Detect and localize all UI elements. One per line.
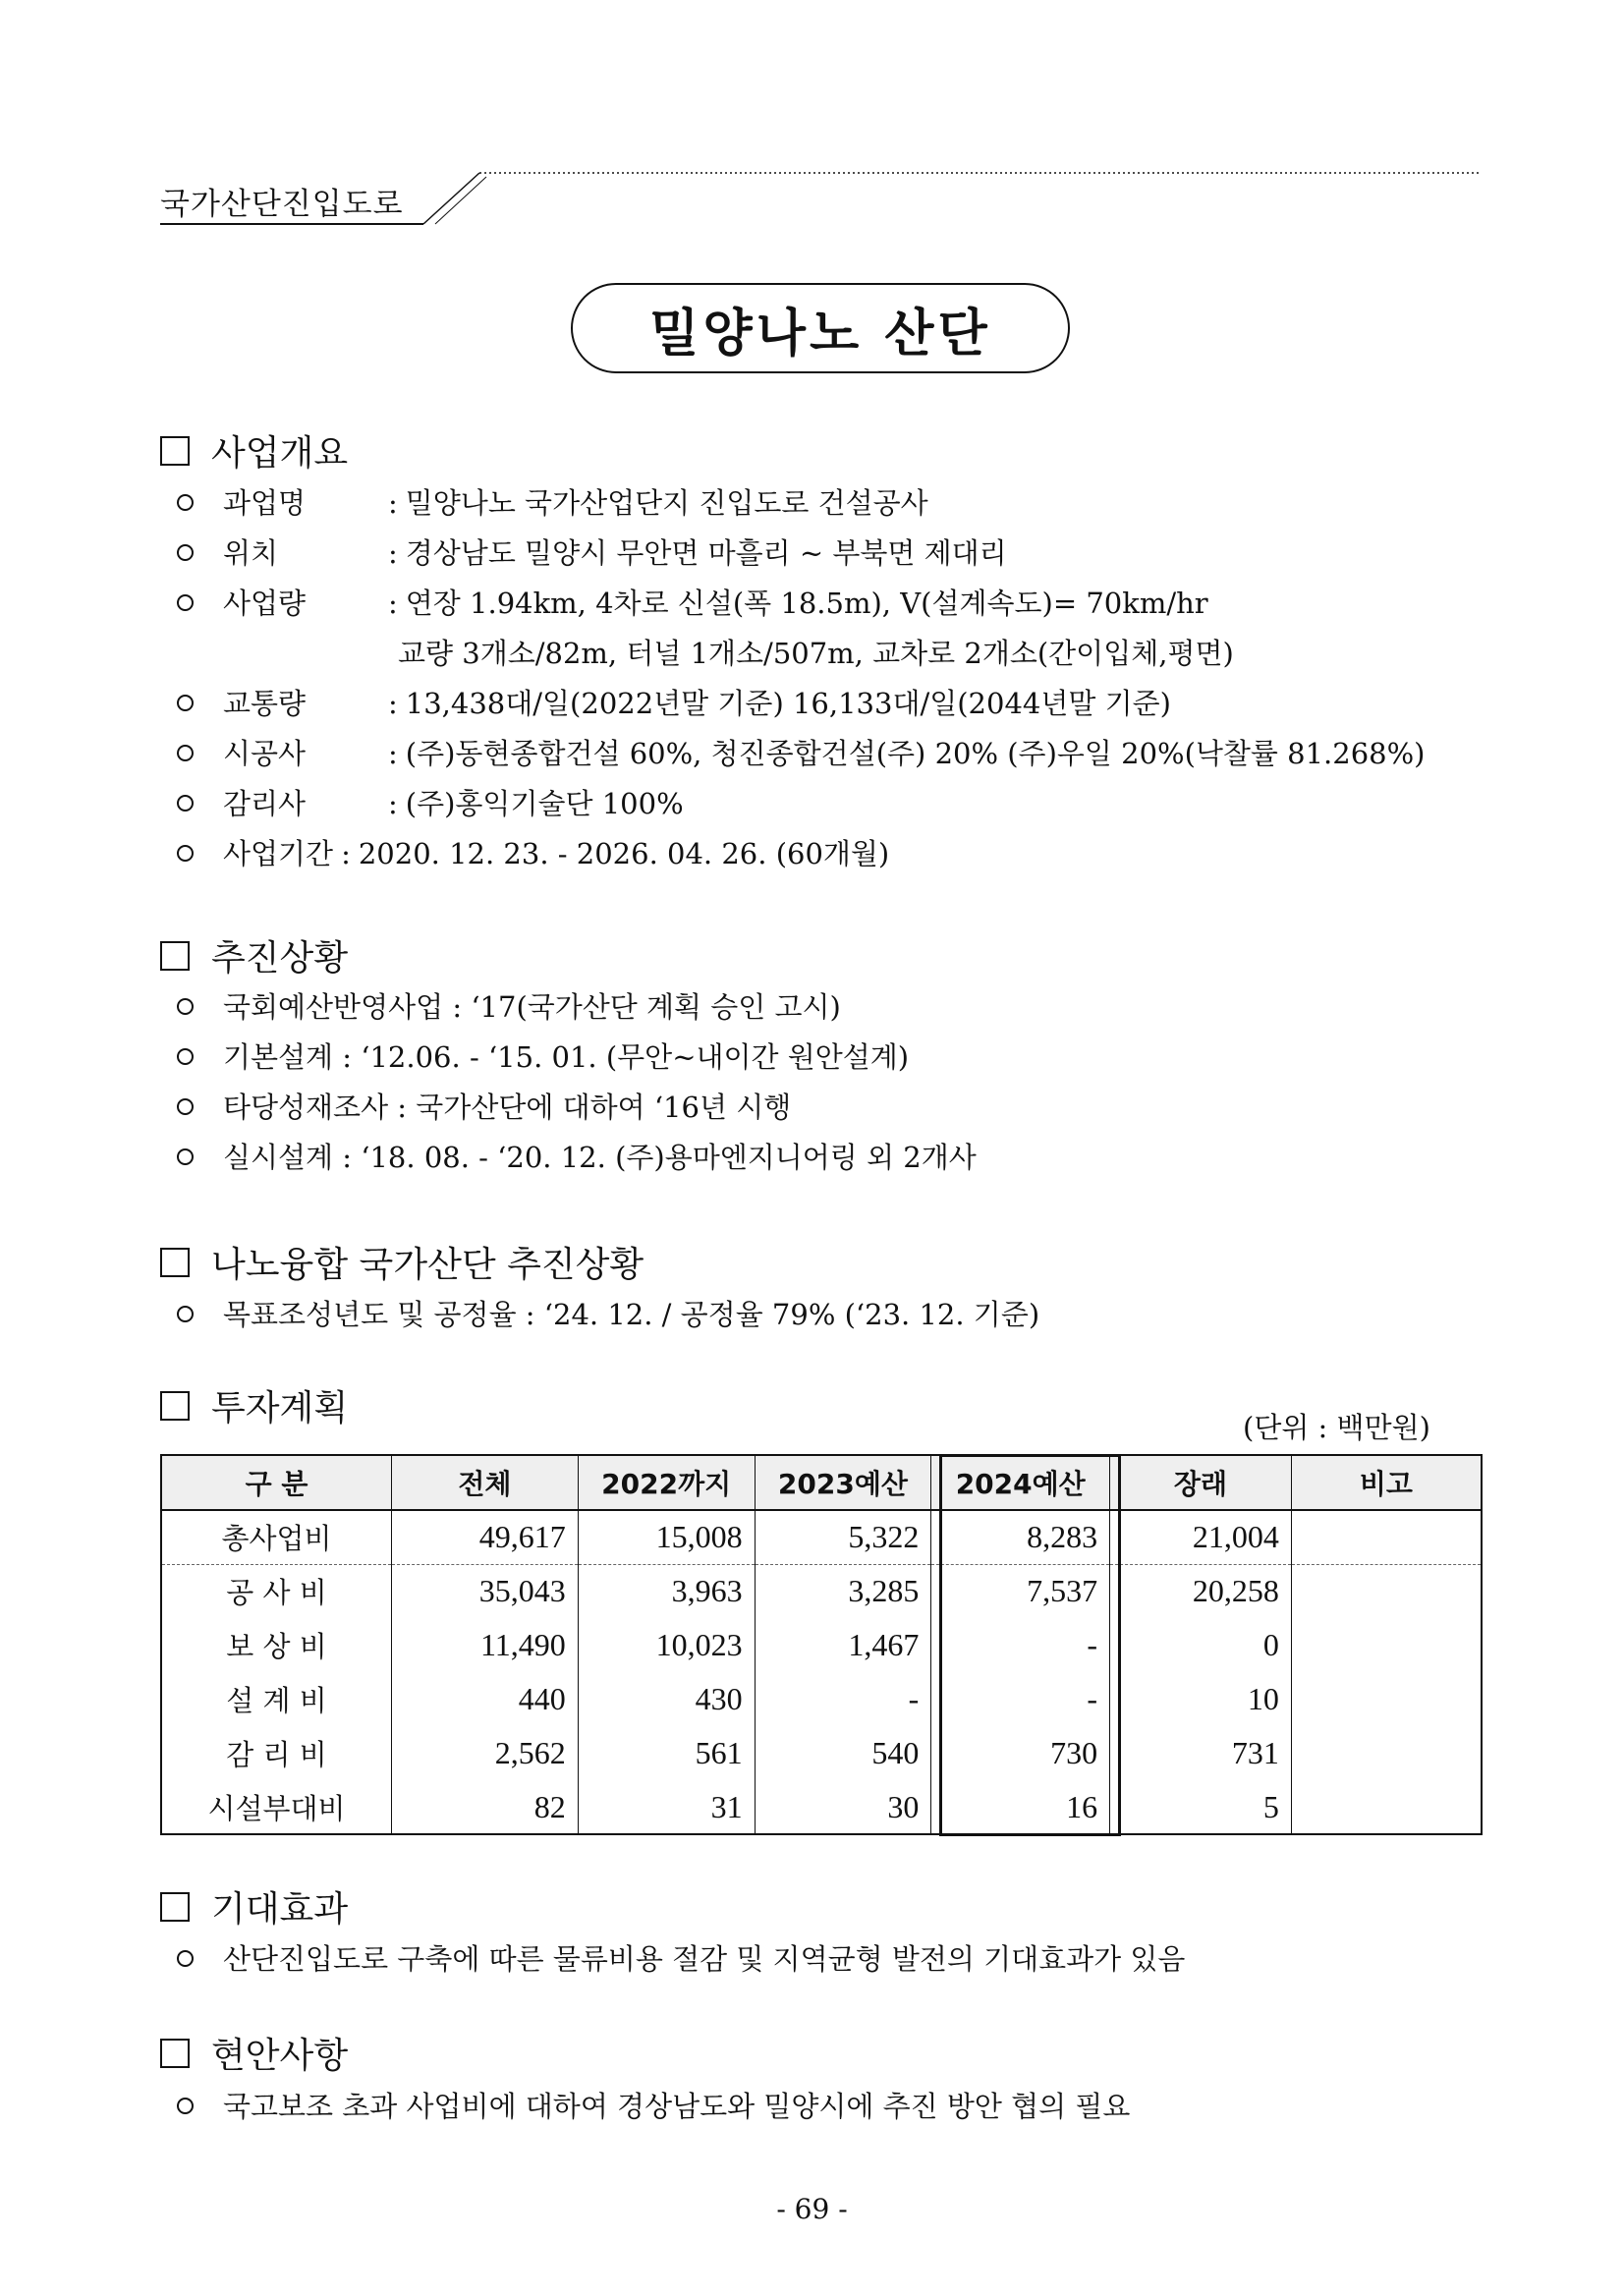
effect-item: 산단진입도로 구축에 따른 물류비용 절감 및 지역균형 발전의 기대효과가 있음: [177, 1937, 1185, 1978]
table-row: 시설부대비 82 31 30 16 5: [161, 1780, 1482, 1834]
bullet-circle-icon: [177, 745, 194, 761]
bullet-circle-icon: [177, 795, 194, 812]
table-unit-label: (단위 : 백만원): [1243, 1411, 1430, 1444]
page-number: - 69 -: [776, 2193, 848, 2225]
section-issues-heading: 현안사항: [160, 2028, 348, 2078]
checkbox-square-icon: [160, 1248, 190, 1277]
running-header: [160, 169, 1482, 228]
bullet-circle-icon: [177, 1098, 194, 1115]
overview-item-traffic: 교통량 : 13,438대/일(2022년말 기준) 16,133대/일(2044년말 기준): [177, 682, 1171, 722]
nano-item: 목표조성년도 및 공정율 : ‘24. 12. / 공정율 79% (‘23. 12. 기준): [177, 1293, 1039, 1333]
page-title: 밀양나노 산단: [649, 304, 991, 364]
progress-item: 타당성재조사 : 국가산단에 대하여 ‘16년 시행: [177, 1086, 791, 1126]
col-header: 2022까지: [578, 1455, 755, 1510]
col-header: 2023예산: [755, 1455, 931, 1510]
overview-item-scope: 사업량 : 연장 1.94km, 4차로 신설(폭 18.5m), V(설계속도)= 70km/hr: [177, 582, 1208, 622]
col-header: 장래: [1110, 1455, 1292, 1510]
section-overview-heading: 사업개요: [160, 425, 348, 476]
table-row: 보 상 비 11,490 10,023 1,467 - 0: [161, 1618, 1482, 1672]
overview-item-period: 사업기간 : 2020. 12. 23. - 2026. 04. 26. (60개월): [177, 832, 889, 872]
bullet-circle-icon: [177, 544, 194, 561]
checkbox-square-icon: [160, 2039, 190, 2068]
title-box: [571, 283, 1070, 373]
overview-item-location: 위치 : 경상남도 밀양시 무안면 마흘리 ~ 부북면 제대리: [177, 532, 1007, 572]
bullet-circle-icon: [177, 594, 194, 611]
section-effect-heading: 기대효과: [160, 1881, 348, 1932]
col-header: 2024예산: [931, 1455, 1110, 1510]
progress-item: 기본설계 : ‘12.06. - ‘15. 01. (무안~내이간 원안설계): [177, 1036, 909, 1076]
checkbox-square-icon: [160, 1391, 190, 1421]
section-investment-heading: 투자계획: [160, 1380, 348, 1430]
section-nano-heading: 나노융합 국가산단 추진상황: [160, 1237, 644, 1287]
bullet-circle-icon: [177, 1950, 194, 1967]
overview-item-supervisor: 감리사 : (주)홍익기술단 100%: [177, 782, 684, 822]
checkbox-square-icon: [160, 1892, 190, 1922]
col-header: 전체: [391, 1455, 578, 1510]
progress-item: 국회예산반영사업 : ‘17(국가산단 계획 승인 고시): [177, 985, 841, 1026]
section-progress-heading: 추진상황: [160, 930, 348, 980]
bullet-circle-icon: [177, 2098, 194, 2114]
bullet-circle-icon: [177, 998, 194, 1015]
overview-item-scope-cont: 교량 3개소/82m, 터널 1개소/507m, 교차로 2개소(간이입체,평면): [398, 637, 1234, 670]
bullet-circle-icon: [177, 1048, 194, 1065]
checkbox-square-icon: [160, 941, 190, 971]
bullet-circle-icon: [177, 695, 194, 711]
table-row: 공 사 비 35,043 3,963 3,285 7,537 20,258: [161, 1564, 1482, 1618]
header-label: 국가산단진입도로: [160, 187, 404, 222]
table-row: 총사업비 49,617 15,008 5,322 8,283 21,004: [161, 1510, 1482, 1564]
issues-item: 국고보조 초과 사업비에 대하여 경상남도와 밀양시에 추진 방안 협의 필요: [177, 2085, 1130, 2125]
bullet-circle-icon: [177, 494, 194, 511]
bullet-circle-icon: [177, 1148, 194, 1165]
table-row: 감 리 비 2,562 561 540 730 731: [161, 1726, 1482, 1780]
bullet-circle-icon: [177, 1306, 194, 1322]
checkbox-square-icon: [160, 436, 190, 466]
table-row: 설 계 비 440 430 - - 10: [161, 1672, 1482, 1726]
investment-table: [160, 1454, 1483, 1835]
overview-item-name: 과업명 : 밀양나노 국가산업단지 진입도로 건설공사: [177, 481, 928, 522]
progress-item: 실시설계 : ‘18. 08. - ‘20. 12. (주)용마엔지니어링 외 2개사: [177, 1136, 977, 1176]
table-header-row: [161, 1455, 1482, 1510]
col-header: 비고: [1291, 1455, 1482, 1510]
overview-item-contractor: 시공사 : (주)동현종합건설 60%, 청진종합건설(주) 20% (주)우일 20%(낙찰률 81.268%): [177, 732, 1426, 772]
col-header: 구 분: [161, 1455, 391, 1510]
bullet-circle-icon: [177, 845, 194, 862]
